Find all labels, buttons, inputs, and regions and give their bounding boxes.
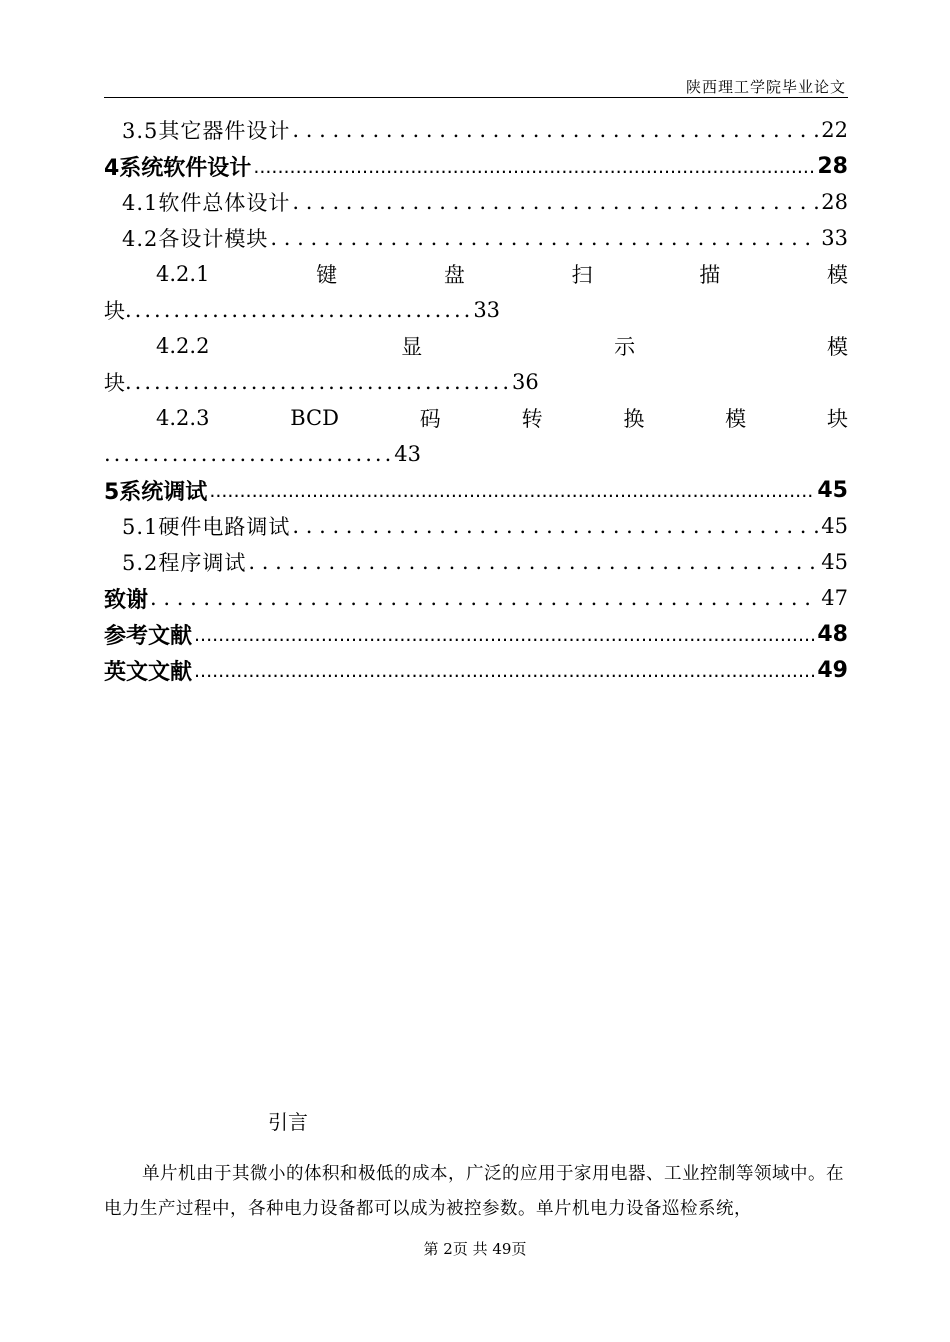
toc-entry-continuation: [104, 364, 848, 400]
toc-part: BCD: [290, 406, 339, 430]
running-header: [104, 76, 848, 96]
toc-part: 模: [826, 335, 848, 359]
paragraph: 单片机由于其微小的体积和极低的成本，广泛的应用于家用电器、工业控制等领域中。在电力生产过程中，各种电力设备都可以成为被控参数。单片机电力设备巡检系统，: [104, 1164, 844, 1219]
toc-part: 4.2.2: [156, 334, 210, 358]
header-rule: [104, 97, 848, 98]
toc-entry[interactable]: [104, 148, 848, 184]
toc-part: 示: [614, 335, 636, 359]
toc-entry-page: 36: [512, 370, 539, 394]
toc-leader: ..............................: [104, 442, 395, 466]
toc-part: 描: [699, 263, 721, 287]
toc-entry-page: 45: [821, 514, 848, 538]
toc-part: 块: [104, 371, 125, 395]
toc-entry-page: 22: [821, 118, 848, 142]
toc-entry-label: 4.2各设计模块: [122, 227, 269, 251]
toc-entry[interactable]: [104, 220, 848, 256]
toc-entry-label: 英文文献: [104, 659, 193, 685]
toc-leader: [292, 118, 819, 142]
toc-entry-continuation: [104, 292, 848, 328]
toc-entry-label: 4.1软件总体设计: [122, 191, 291, 215]
toc-part: 显: [401, 335, 423, 359]
section-heading: 引言: [268, 1110, 308, 1134]
toc-part: 转: [521, 407, 543, 431]
toc-entry[interactable]: [104, 184, 848, 220]
toc-entry[interactable]: [104, 472, 848, 508]
toc-leader: ....................................: [125, 298, 474, 322]
toc-part: 模: [725, 407, 747, 431]
toc-part: 键: [316, 263, 338, 287]
toc-entry-page: 45: [821, 550, 848, 574]
toc-entry[interactable]: [104, 544, 848, 580]
toc-entry[interactable]: [104, 652, 848, 688]
toc-entry-label: 4系统软件设计: [104, 155, 252, 181]
toc-part: 块: [826, 407, 848, 431]
toc-leader: [292, 514, 819, 538]
toc-entry-label: 致谢: [104, 587, 149, 613]
table-of-contents: [104, 112, 848, 688]
toc-entry[interactable]: [104, 112, 848, 148]
toc-entry-justified[interactable]: [104, 256, 848, 292]
toc-entry-page: 49: [817, 657, 848, 683]
toc-leader: ........................................: [125, 370, 513, 394]
toc-leader: [209, 478, 815, 502]
toc-entry-page: 48: [817, 621, 848, 647]
toc-leader: [150, 586, 819, 610]
toc-leader: [292, 190, 819, 214]
toc-entry-page: 47: [821, 586, 848, 610]
toc-entry-page: 33: [821, 226, 848, 250]
toc-entry-label: 5.2程序调试: [122, 551, 247, 575]
toc-entry-page: 43: [394, 442, 421, 466]
toc-entry-justified[interactable]: [104, 400, 848, 436]
toc-entry-page: 28: [817, 153, 848, 179]
toc-entry[interactable]: [104, 508, 848, 544]
toc-leader: [194, 622, 815, 646]
toc-entry-label: 参考文献: [104, 623, 193, 649]
toc-part: 扫: [571, 263, 593, 287]
toc-part: 模: [826, 263, 848, 287]
header-title: 陕西理工学院毕业论文: [685, 78, 846, 96]
toc-entry-page: 45: [817, 477, 848, 503]
toc-entry-justified[interactable]: [104, 328, 848, 364]
toc-part: 码: [419, 407, 441, 431]
toc-leader: [270, 226, 819, 250]
toc-part: 块: [104, 299, 125, 323]
page-number-footer: 第 2页 共 49页: [423, 1240, 527, 1258]
toc-entry[interactable]: [104, 580, 848, 616]
toc-entry-label: 5系统调试: [104, 479, 208, 505]
toc-part: 盘: [443, 263, 465, 287]
toc-entry-page: 28: [821, 190, 848, 214]
body-text: [104, 1157, 852, 1227]
toc-entry-label: 3.5其它器件设计: [122, 119, 291, 143]
toc-leader: [253, 154, 815, 178]
toc-entry-continuation: [104, 436, 848, 472]
toc-entry-page: 33: [473, 298, 501, 322]
toc-leader: [248, 550, 819, 574]
toc-part: 4.2.1: [156, 262, 210, 286]
toc-entry-label: 5.1硬件电路调试: [122, 515, 291, 539]
toc-part: 4.2.3: [156, 406, 210, 430]
toc-part: 换: [623, 407, 645, 431]
toc-entry[interactable]: [104, 616, 848, 652]
toc-leader: [194, 658, 815, 682]
